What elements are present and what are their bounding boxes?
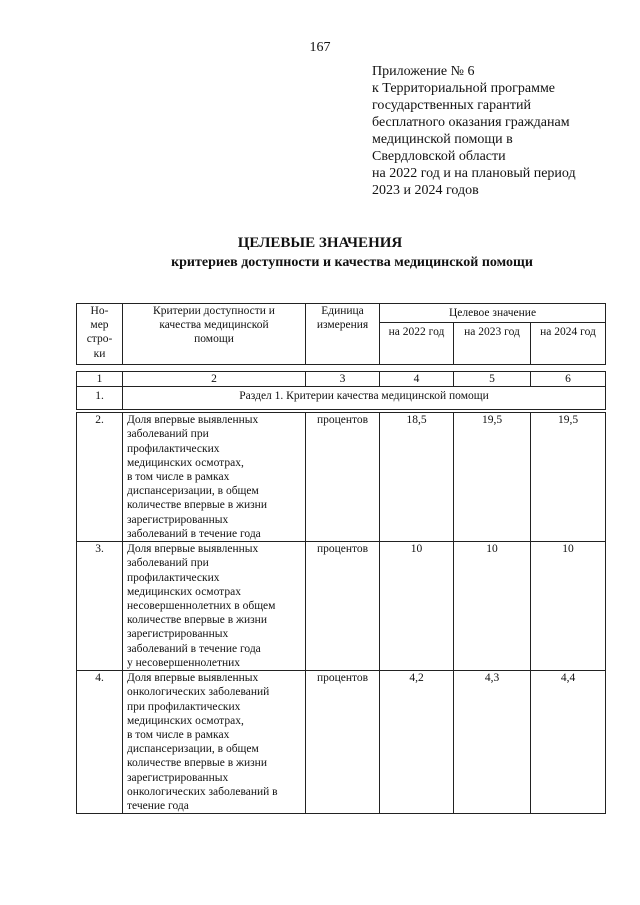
annex-line: к Территориальной программе (372, 81, 556, 96)
annex-line: на 2022 год и на плановый период (372, 166, 576, 181)
header-row-number: Но- мер стро- ки (77, 304, 123, 365)
row-criteria: Доля впервые выявленных онкологических заболеваний при профилактических медицинских осмотрах, в том числе в рамках диспансеризации, в общем количестве впервые в жизни зарегистрированных онкологических заболеваний в течение года (123, 671, 306, 814)
column-number: 6 (531, 372, 606, 387)
row-value-2022: 4,2 (380, 671, 454, 814)
column-number: 5 (454, 372, 531, 387)
header-year-2022: на 2022 год (380, 323, 454, 365)
column-number: 1 (77, 372, 123, 387)
annex-line: Приложение № 6 (372, 64, 475, 79)
column-number: 3 (306, 372, 380, 387)
header-year-2023: на 2023 год (454, 323, 531, 365)
section-number: 1. (77, 387, 123, 410)
row-number: 2. (77, 413, 123, 542)
spacer (77, 365, 606, 372)
column-number: 4 (380, 372, 454, 387)
row-criteria: Доля впервые выявленных заболеваний при профилактических медицинских осмотрах несовершеннолетних в общем количестве впервые в жизни зарегистрированных заболеваний в течение года у несовершеннолетних (123, 542, 306, 671)
header-target-value: Целевое значение (380, 304, 606, 323)
document-subtitle: критериев доступности и качества медицинской помощи (171, 255, 533, 270)
row-unit: процентов (306, 542, 380, 671)
row-value-2024: 10 (531, 542, 606, 671)
row-number: 3. (77, 542, 123, 671)
column-numbers-row (77, 372, 606, 387)
row-number: 4. (77, 671, 123, 814)
table-row (77, 671, 606, 814)
document-title: ЦЕЛЕВЫЕ ЗНАЧЕНИЯ (237, 235, 403, 251)
header-row (77, 304, 606, 323)
annex-line: медицинской помощи в (372, 132, 513, 147)
row-criteria: Доля впервые выявленных заболеваний при профилактических медицинских осмотрах, в том числе в рамках диспансеризации, в общем количестве впервые в жизни зарегистрированных заболеваний в течение года (123, 413, 306, 542)
page-number: 167 (309, 40, 331, 55)
annex-line: бесплатного оказания гражданам (372, 115, 570, 130)
row-value-2022: 10 (380, 542, 454, 671)
column-number: 2 (123, 372, 306, 387)
spacer-row (77, 365, 606, 372)
row-value-2024: 4,4 (531, 671, 606, 814)
criteria-table (76, 303, 606, 814)
table-row (77, 542, 606, 671)
row-value-2023: 19,5 (454, 413, 531, 542)
row-value-2023: 10 (454, 542, 531, 671)
annex-line: Свердловской области (372, 149, 506, 164)
header-unit: Единица измерения (306, 304, 380, 365)
annex-line: 2023 и 2024 годов (372, 183, 479, 198)
annex-block (372, 63, 622, 199)
table-row (77, 413, 606, 542)
section-row (77, 387, 606, 410)
header-criteria: Критерии доступности и качества медицинской помощи (123, 304, 306, 365)
header-year-2024: на 2024 год (531, 323, 606, 365)
row-unit: процентов (306, 413, 380, 542)
annex-line: государственных гарантий (372, 98, 531, 113)
section-title: Раздел 1. Критерии качества медицинской помощи (123, 387, 606, 410)
row-value-2022: 18,5 (380, 413, 454, 542)
row-value-2024: 19,5 (531, 413, 606, 542)
row-unit: процентов (306, 671, 380, 814)
row-value-2023: 4,3 (454, 671, 531, 814)
